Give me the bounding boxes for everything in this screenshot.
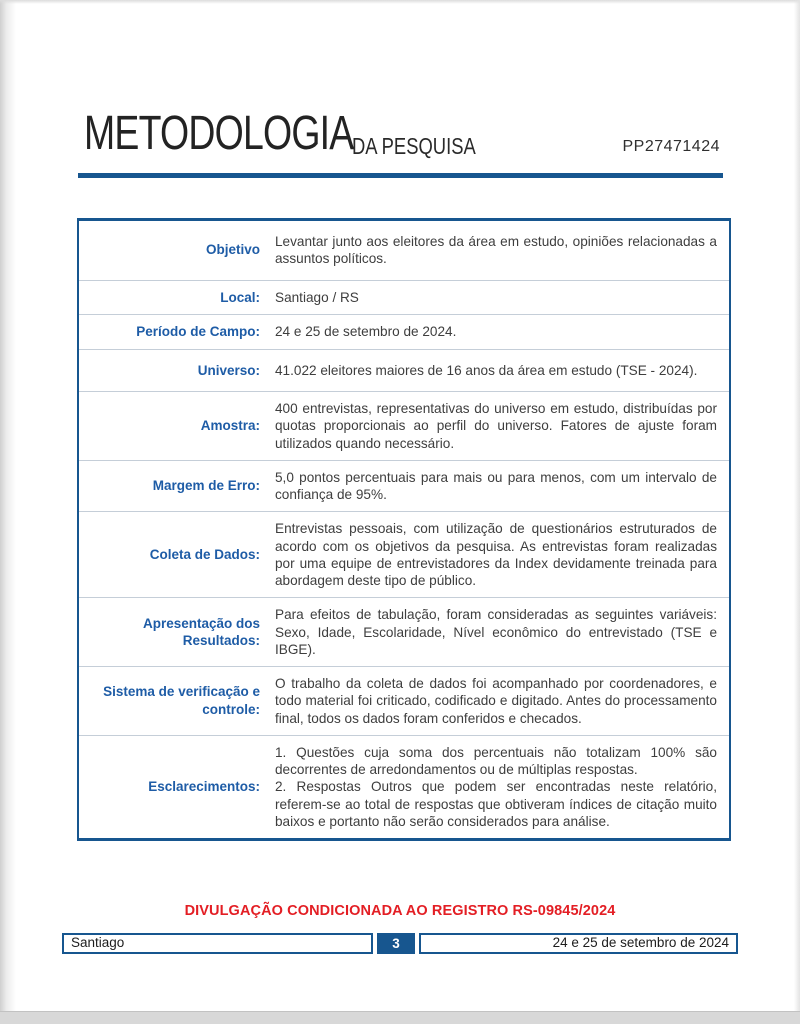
table-row <box>78 280 730 315</box>
row-value: 24 e 25 de setembro de 2024. <box>267 315 730 350</box>
clarification-item: 2. Respostas Outros que podem ser encontradas neste relatório, referem-se ao total de respostas que obtiveram índices de citação muito baixos e portanto não serão considerados para análise. <box>275 779 717 829</box>
clarification-item: 1. Questões cuja soma dos percentuais não totalizam 100% são decorrentes de arredondamentos ou de múltiplas respostas. <box>275 744 717 778</box>
row-label: Amostra: <box>78 392 267 461</box>
row-label: Objetivo <box>205 242 260 258</box>
table-row <box>78 512 730 598</box>
table-row <box>78 460 730 512</box>
row-value: Levantar junto aos eleitores da área em estudo, opiniões relacionadas a assuntos políticos. <box>275 234 717 267</box>
row-value: Para efeitos de tabulação, foram consideradas as seguintes variáveis: Sexo, Idade, Escolaridade, Nível econômico do entrevistado (TSE e IBGE). <box>267 598 730 667</box>
row-label: Margem de Erro: <box>78 460 267 512</box>
footer-date: 24 e 25 de setembro de 2024 <box>419 933 738 954</box>
row-value: Entrevistas pessoais, com utilização de questionários estruturados de acordo com os objetivos da pesquisa. As entrevistas foram realizadas por uma equipe de entrevistadores da Index devidamente treinada para abordagem deste tipo de público. <box>267 512 730 598</box>
page-subtitle: DA PESQUISA <box>352 133 476 159</box>
table-row <box>78 315 730 350</box>
title-divider <box>78 173 723 178</box>
footer-city: Santiago <box>62 933 373 954</box>
row-label: Local: <box>78 280 267 315</box>
table-row <box>78 598 730 667</box>
row-value: 41.022 eleitores maiores de 16 anos da área em estudo (TSE - 2024). <box>267 349 730 392</box>
photo-edge-left <box>0 0 16 1024</box>
methodology-table <box>77 218 731 841</box>
table-row <box>78 220 730 281</box>
row-value <box>267 735 730 839</box>
footer-page-number: 3 <box>377 933 415 954</box>
row-label: Universo: <box>78 349 267 392</box>
row-label: Sistema de verificação e controle: <box>78 667 267 736</box>
table-row <box>78 349 730 392</box>
table-row <box>78 667 730 736</box>
row-value: Santiago / RS <box>267 280 730 315</box>
table-row <box>78 392 730 461</box>
disclosure-notice: DIVULGAÇÃO CONDICIONADA AO REGISTRO RS-09845/2024 <box>184 903 616 919</box>
registration-code: PP27471424 <box>622 138 720 155</box>
row-value: O trabalho da coleta de dados foi acompanhado por coordenadores, e todo material foi criticado, codificado e digitado. Antes do processamento final, todos os dados foram conferidos e checados. <box>267 667 730 736</box>
photo-edge-top <box>0 0 800 4</box>
row-value: 5,0 pontos percentuais para mais ou para menos, com um intervalo de confiança de 95%. <box>267 460 730 512</box>
table-row <box>78 735 730 839</box>
row-label: Coleta de Dados: <box>78 512 267 598</box>
row-label: Esclarecimentos: <box>78 735 267 839</box>
row-label: Apresentação dos Resultados: <box>78 598 267 667</box>
row-label: Período de Campo: <box>78 315 267 350</box>
photo-edge-right <box>794 0 800 1024</box>
photo-edge-bottom <box>0 1011 800 1024</box>
page-title: METODOLOGIA <box>84 107 354 160</box>
row-value: 400 entrevistas, representativas do universo em estudo, distribuídas por quotas proporcionais ao perfil do universo. Fatores de ajuste foram utilizados quando necessário. <box>267 392 730 461</box>
footer-bar <box>62 933 738 954</box>
